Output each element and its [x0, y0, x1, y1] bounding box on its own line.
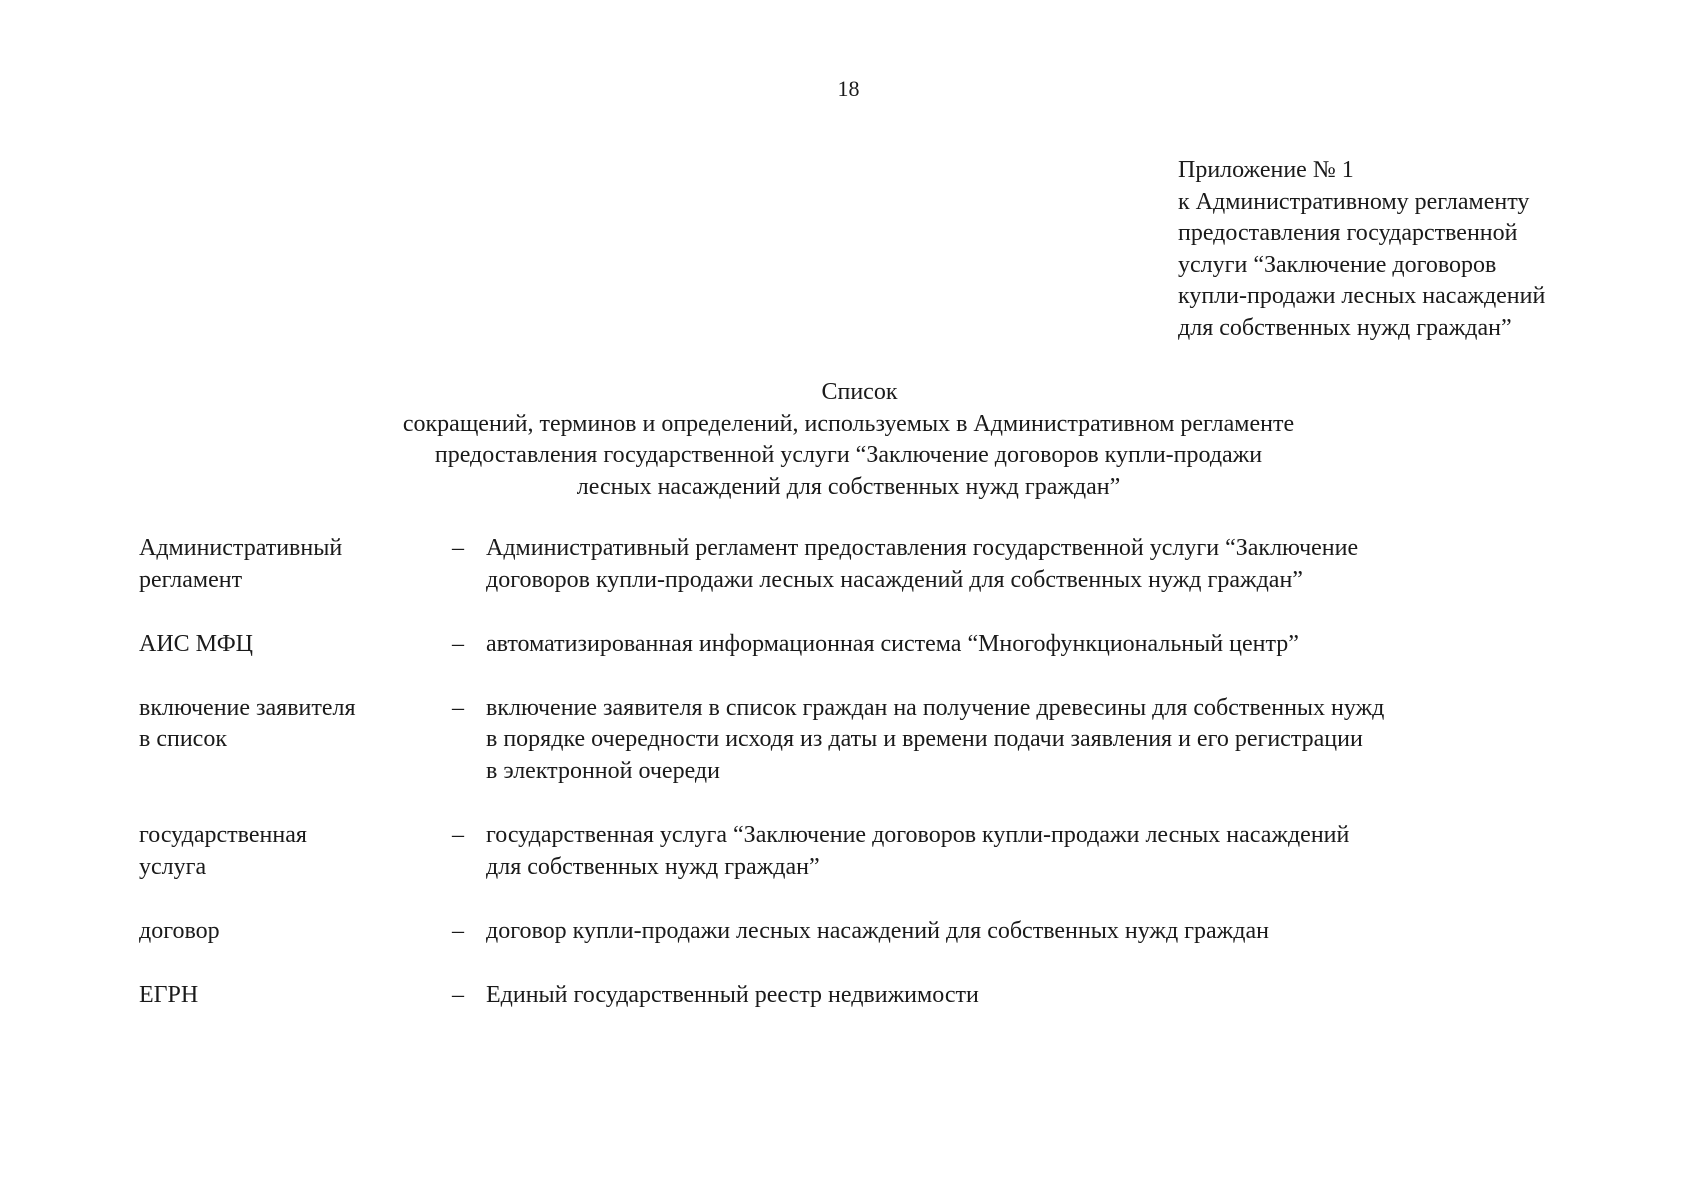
- term-definition-line: государственная услуга “Заключение договоров купли-продажи лесных насаждений: [486, 822, 1350, 848]
- term-definition-line: Единый государственный реестр недвижимости: [486, 981, 979, 1008]
- term-definition-line: в электронной очереди: [486, 757, 720, 784]
- title-main: Список: [821, 379, 898, 405]
- term-name-line: государственная: [139, 822, 307, 848]
- terms-list: [139, 533, 1559, 1011]
- term-row-inclusion-in-list: [139, 693, 1559, 788]
- appendix-line: услуги “Заключение договоров: [1178, 251, 1497, 278]
- term-definition-line: для собственных нужд граждан”: [486, 853, 820, 880]
- term-row-contract: [139, 916, 1559, 948]
- term-definition: [486, 533, 1559, 596]
- term-name: [139, 820, 439, 883]
- term-definition-line: автоматизированная информационная система “Многофункциональный центр”: [486, 631, 1299, 657]
- page-number: 18: [837, 76, 860, 101]
- term-definition: [486, 820, 1559, 883]
- term-name: [139, 916, 439, 948]
- appendix-line: к Административному регламенту: [1178, 188, 1530, 215]
- list-title: [0, 377, 1697, 503]
- term-definition-line: включение заявителя в список граждан на получение древесины для собственных нужд: [486, 694, 1385, 721]
- term-definition: [486, 916, 1559, 948]
- term-name-line: услуга: [139, 853, 207, 880]
- dash: –: [452, 631, 464, 657]
- term-name-line: договор: [139, 918, 220, 944]
- appendix-line: для собственных нужд граждан”: [1178, 314, 1512, 341]
- term-name-line: АИС МФЦ: [139, 631, 253, 657]
- term-row-administrative-regulation: [139, 533, 1559, 596]
- term-name: [139, 629, 439, 661]
- dash: –: [452, 822, 464, 848]
- term-definition: [486, 980, 1559, 1012]
- term-name: [139, 693, 439, 756]
- dash: –: [452, 535, 464, 561]
- appendix-line: Приложение № 1: [1178, 157, 1354, 183]
- term-definition-line: в порядке очередности исходя из даты и времени подачи заявления и его регистрации: [486, 726, 1363, 752]
- title-line: предоставления государственной услуги “Заключение договоров купли-продажи: [434, 442, 1263, 468]
- term-definition-line: договоров купли-продажи лесных насаждений для собственных нужд граждан”: [486, 566, 1303, 593]
- title-line: сокращений, терминов и определений, используемых в Административном регламенте: [402, 410, 1295, 437]
- term-name: [139, 533, 439, 596]
- term-definition-line: договор купли-продажи лесных насаждений для собственных нужд граждан: [486, 918, 1269, 944]
- dash: –: [452, 981, 464, 1008]
- appendix-header: [1178, 155, 1545, 344]
- term-name-line: в список: [139, 726, 227, 752]
- dash: –: [452, 694, 464, 721]
- term-name-line: ЕГРН: [139, 981, 199, 1008]
- dash: –: [452, 918, 464, 944]
- term-name-line: Административный: [139, 535, 343, 561]
- term-definition: [486, 629, 1559, 661]
- title-line: лесных насаждений для собственных нужд граждан”: [576, 473, 1121, 500]
- term-row-state-service: [139, 820, 1559, 883]
- term-name-line: регламент: [139, 566, 243, 593]
- appendix-line: предоставления государственной: [1178, 220, 1518, 246]
- term-definition: [486, 693, 1559, 788]
- appendix-line: купли-продажи лесных насаждений: [1178, 283, 1546, 309]
- term-name-line: включение заявителя: [139, 694, 356, 721]
- term-definition-line: Административный регламент предоставления государственной услуги “Заключение: [486, 535, 1359, 561]
- term-row-ais-mfc: [139, 629, 1559, 661]
- term-name: [139, 980, 439, 1012]
- term-row-egrn: [139, 980, 1559, 1012]
